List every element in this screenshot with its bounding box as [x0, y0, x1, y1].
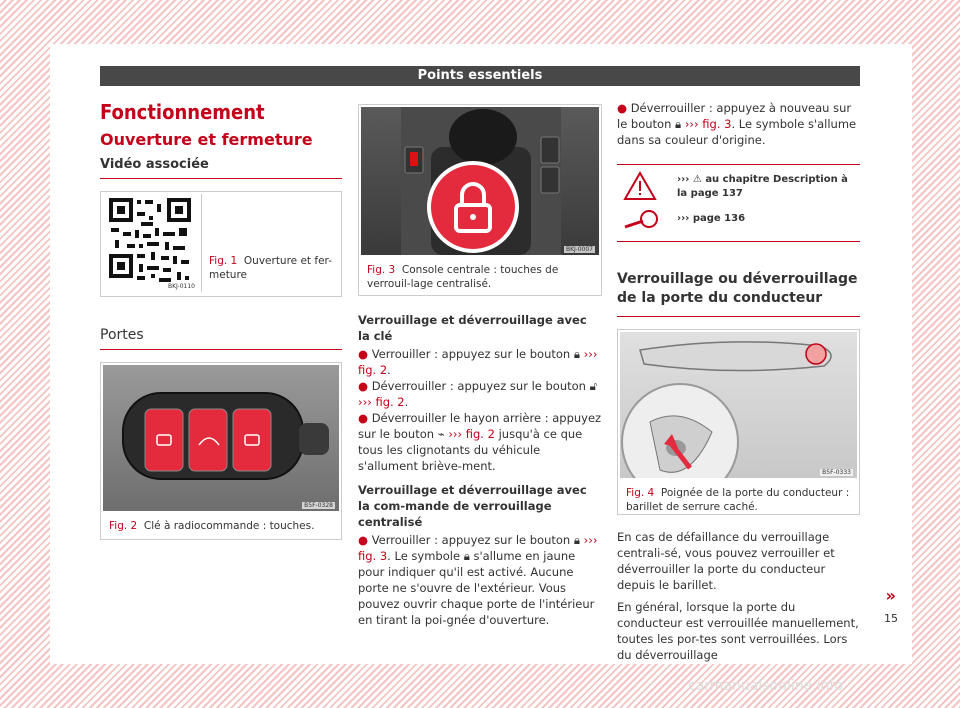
list-text: . Le symbole: [387, 549, 461, 563]
list-item: [358, 410, 602, 474]
subheading-central: Verrouillage et déverrouillage avec la com-mande de verrouillage centralisé: [358, 483, 587, 529]
column-2-text: [358, 312, 602, 628]
tools-icon: [621, 207, 661, 235]
key-photo: [103, 365, 339, 511]
figure-4: [617, 329, 860, 515]
lock-icon: 🔒︎: [573, 533, 580, 547]
bullet-icon: ●: [617, 101, 628, 115]
bullet-icon: ●: [358, 379, 369, 393]
figure-1: [100, 191, 342, 297]
list-item: [358, 532, 602, 628]
figure-3: [358, 104, 602, 296]
note-box: [617, 164, 860, 242]
figure-2-caption: [101, 513, 341, 539]
door-handle-photo: [620, 332, 857, 478]
list-text: Verrouiller : appuyez sur le bouton: [371, 347, 571, 361]
paragraph: En général, lorsque la porte du conducteur est verrouillée manuellement, toutes les por-tes sont verrouillées. Lors du déverrouillage: [617, 600, 859, 662]
list-text: Déverrouiller le hayon arrière : appuyez sur le bouton: [358, 411, 602, 441]
column-3: [617, 96, 860, 663]
section-heading: Verrouillage ou déverrouillage de la porte du conducteur: [617, 270, 860, 317]
figure-link[interactable]: ››› fig. 2: [448, 427, 495, 441]
page-number: 15: [884, 612, 898, 625]
bullet-icon: ●: [358, 347, 369, 361]
figure-code: BKJ-0110: [167, 283, 195, 290]
warning-icon: [623, 171, 657, 201]
caption-text: Clé à radiocommande : touches.: [143, 520, 315, 532]
note-text[interactable]: au chapitre Description à la page 137: [677, 174, 848, 199]
console-illustration: [361, 107, 599, 255]
warning-small-icon: ⚠: [692, 174, 702, 185]
caption-text: Console centrale : touches de verrouil-lage centralisé.: [367, 264, 559, 290]
video-heading: Vidéo associée: [100, 157, 342, 179]
figure-3-caption: [359, 257, 601, 297]
list-text: Déverrouiller : appuyez sur le bouton: [371, 379, 586, 393]
figure-link[interactable]: ››› fig. 2: [358, 395, 405, 409]
console-photo: [361, 107, 599, 255]
note-page-link[interactable]: ››› page 136: [677, 213, 746, 224]
qr-code-icon: [103, 194, 199, 290]
note-arrow: ›››: [677, 174, 690, 185]
remote-key-illustration: [103, 365, 339, 511]
list-text: . Le symbole s'allume dans sa couleur d'origine.: [617, 117, 857, 147]
list-text: jusqu'à ce que tous les clignotants du véhicule s'allument briève-ment.: [358, 427, 583, 473]
figure-number: Fig. 4: [626, 487, 655, 499]
continue-arrow: »: [885, 586, 896, 605]
page-header: Points essentiels: [100, 66, 860, 86]
column-1: [100, 96, 342, 540]
caption-text: Poignée de la porte du conducteur : barillet de serrure caché.: [626, 487, 850, 513]
bullet-icon: ●: [358, 411, 369, 425]
figure-link[interactable]: ››› fig. 2: [358, 347, 598, 377]
figure-4-caption: [618, 480, 859, 520]
list-text: Déverrouiller : appuyez à nouveau sur le bouton: [617, 101, 852, 131]
figure-number: Fig. 3: [367, 264, 396, 276]
section-subtitle: Ouverture et fermeture: [100, 130, 313, 149]
car-icon: ⌁: [437, 427, 445, 441]
door-handle-illustration: [620, 332, 857, 478]
column-2: [358, 104, 602, 628]
lock-icon: 🔒︎: [573, 347, 580, 361]
figure-number: Fig. 2: [109, 520, 138, 532]
figure-code: BKJ-0007: [565, 246, 593, 253]
section-title: Fonctionnement: [100, 100, 265, 124]
list-text: s'allume en jaune pour indiquer qu'il est activé. Aucune porte ne s'ouvre de l'extérieur. Vous pouvez ouvrir chaque porte de l'intérieur en tirant la poi-gnée d'ouverture.: [358, 549, 595, 627]
unlock-icon: 🔓︎: [589, 379, 598, 393]
list-item: [617, 100, 860, 148]
list-text: Verrouiller : appuyez sur le bouton: [371, 533, 571, 547]
portes-heading: Portes: [100, 327, 342, 350]
figure-code: B5F-0333: [822, 469, 851, 476]
lock-icon: 🔒︎: [463, 549, 470, 563]
paragraph: En cas de défaillance du verrouillage centrali-sé, vous pouvez verrouiller et déverrouiller la porte du conducteur depuis le barillet.: [617, 530, 835, 592]
figure-link[interactable]: ››› fig. 3: [684, 117, 732, 131]
caption-text: Ouverture et fer-meture: [209, 255, 332, 281]
figure-code: B5F-0328: [304, 502, 333, 509]
figure-2: [100, 362, 342, 540]
list-item: ● Déverrouiller : appuyez sur le bouton 🔓︎ ››› fig. 2.: [358, 379, 598, 409]
figure-link[interactable]: ››› fig. 3: [358, 533, 598, 563]
bullet-icon: ●: [358, 533, 369, 547]
watermark: carmanualsonline.info: [688, 678, 843, 694]
figure-number: Fig. 1: [209, 255, 238, 267]
figure-1-caption: [209, 254, 333, 282]
list-item: ● Verrouiller : appuyez sur le bouton 🔒︎ ››› fig. 2.: [358, 347, 598, 377]
subheading-key: Verrouillage et déverrouillage avec la clé: [358, 313, 587, 343]
note-warning: [677, 173, 855, 201]
qr-code[interactable]: [103, 194, 202, 292]
lock-icon: 🔒︎: [675, 117, 682, 131]
